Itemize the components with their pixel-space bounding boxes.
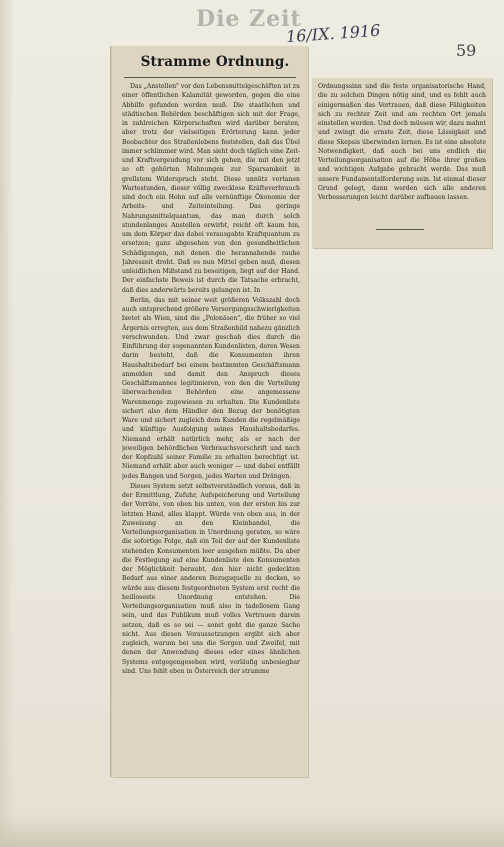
title-rule xyxy=(124,77,296,78)
page-number: 59 xyxy=(456,41,477,60)
article-body xyxy=(122,82,300,767)
article-clipping-main xyxy=(112,46,308,777)
article-paragraph: Das „Anstellen" vor den Lebensmittelgeschäften ist zu einer öffentlichen Kalamität geworden, gegen die eine Abhilfe gefunden werden muß. Die staatlichen und städtischen Behörden beschäftigen sich mit der Frage, in zahlreichen Körperschaften wird darüber beraten, aber trotz der vielseitigen Erörterung kann jeder Beobachter des Straßenlebens feststellen, daß das Übel immer schlimmer wird. Man sieht doch täglich eine Zeit- und Kraftvergeudung vor sich gehen, die mit den jetzt so oft gehörten Mahnungen zur Sparsamkeit in grellstem Widerspruch steht. Diese unnütz vertanen Wartestunden, dieser völlig zwecklose Kräfteverbrauch sind doch ein Hohn auf alle vernünftige Ökonomie der Arbeits- und Zeiteinteilung. Das geringe Nahrungsmittelquantum, das man durch solch stundenlanges Anstellen erwirbt, reicht oft kaum hin, um dem Körper das dabei verausgabte Kraftquantum zu ersetzen; ganz abgesehen von den gesundheitlichen Schädigungen, mit denen die herannahende rauhe Jahreszeit droht. Daß es nun Mittel geben muß, diesen unleidlichen Mißstand zu beseitigen, liegt auf der Hand. Der einfachste Beweis ist durch die Tatsache erbracht, daß dies anderwärts bereits gelungen ist. In xyxy=(122,83,300,294)
continuation-text: Ordnungssinn und die feste organisatorische Hand, die zu solchen Dingen nötig sind, und es fehlt auch einigermaßen das Vertrauen, daß diese Fähigkeiten sich zu rechter Zeit und am rechten Ort jemals einstellen werden. Und doch müssen wir, dazu mahnt und zwingt die ernste Zeit, diese Lässigkeit und diese Skepsis überwinden lernen. Es ist eine absolute Notwendigkeit, daß auch bei uns endlich die Verteilungsorganisation auf die Höhe ihrer großen und wichtigen Aufgabe gebracht werde. Das muß unsere Fundamentalforderung sein. Ist einmal dieser Grund gelegt, dann werden sich alle anderen Verbesserungen leicht darüber aufbauen lassen. xyxy=(318,83,486,201)
article-clipping-continuation xyxy=(312,78,492,248)
article-paragraph: Dieses System setzt selbstverständlich voraus, daß in der Ermittlung, Zufuhr, Aufspeicherung und Verteilung der Vorräte, von oben bis unten, von der ersten bis zur letzten Hand, alles klappt. Würde von oben aus, in der Zuweisung an den Kleinhandel, die Verteilungsorganisation in Unordnung geraten, so wäre die sofortige Folge, daß ein Teil der auf der Kundenliste stehenden Konsumenten leer ausgehen müßte. Da aber die Festlegung auf eine Kundenliste den Konsumenten der Möglichkeit beraubt, den hier nicht gedeckten Bedarf aus einer anderen Bezugsquelle zu decken, so würde aus diesem festgeordneten System erst recht die heilloseste Unordnung entstehen. Die Verteilungsorganisation muß also in tadellosem Gang sein, und das Publikum muß volles Vertrauen darein setzen, daß es so sei — sonst geht die ganze Sache nicht. Aus diesen Voraussetzungen ergibt sich aber zugleich, warum bei uns die Sorgen und Zweifel, mit denen der Anwendung dieses oder eines ähnlichen Systems entgegengesehen wird, vorläufig unbesiegbar sind. Uns fehlt eben in Österreich der stramme xyxy=(122,482,300,675)
sheet-bottom-shadow xyxy=(0,813,504,847)
end-rule xyxy=(376,229,424,230)
handwritten-date: 16/IX. 1916 xyxy=(285,20,381,47)
masthead-stamp: Die Zeit xyxy=(196,6,302,32)
article-title: Stramme Ordnung. xyxy=(140,54,290,70)
article-paragraph: Berlin, das mit seiner weit größeren Volkszahl doch auch entsprechend größere Versorgungsschwierigkeiten bietet als Wien, sind die „Polonäsen", die früher so viel Ärgernis erregten, aus dem Straßenbild nahezu gänzlich verschwunden. Und zwar geschah dies durch die Einführung der sogenannten Kundenlisten, deren Wesen darin besteht, daß die Konsumenten ihren Haushaltsbedarf bei einem bestimmten Geschäftsmann anmelden und damit den Anspruch dieses Geschäftsmannes legitimieren, von den die Verteilung überwachenden Behörden eine angemessene Warenmenge zugewiesen zu erhalten. Die Kundenliste sichert also dem Händler den Bezug der benötigten Ware und sichert zugleich dem Kunden die regelmäßige und künftige Ausfolgung seines Haushaltsbedarfes. Niemand erhält natürlich mehr, als er nach der jeweiligen behördlichen Verbrauchsvorschrift und nach der Kopfzahl seiner Familie zu erhalten berechtigt ist. Niemand erhält aber auch weniger — und dabei entfällt jedes Bangen und Sorgen, jedes Warten und Drängen. xyxy=(122,296,300,480)
sheet-edge-shadow xyxy=(0,0,14,847)
